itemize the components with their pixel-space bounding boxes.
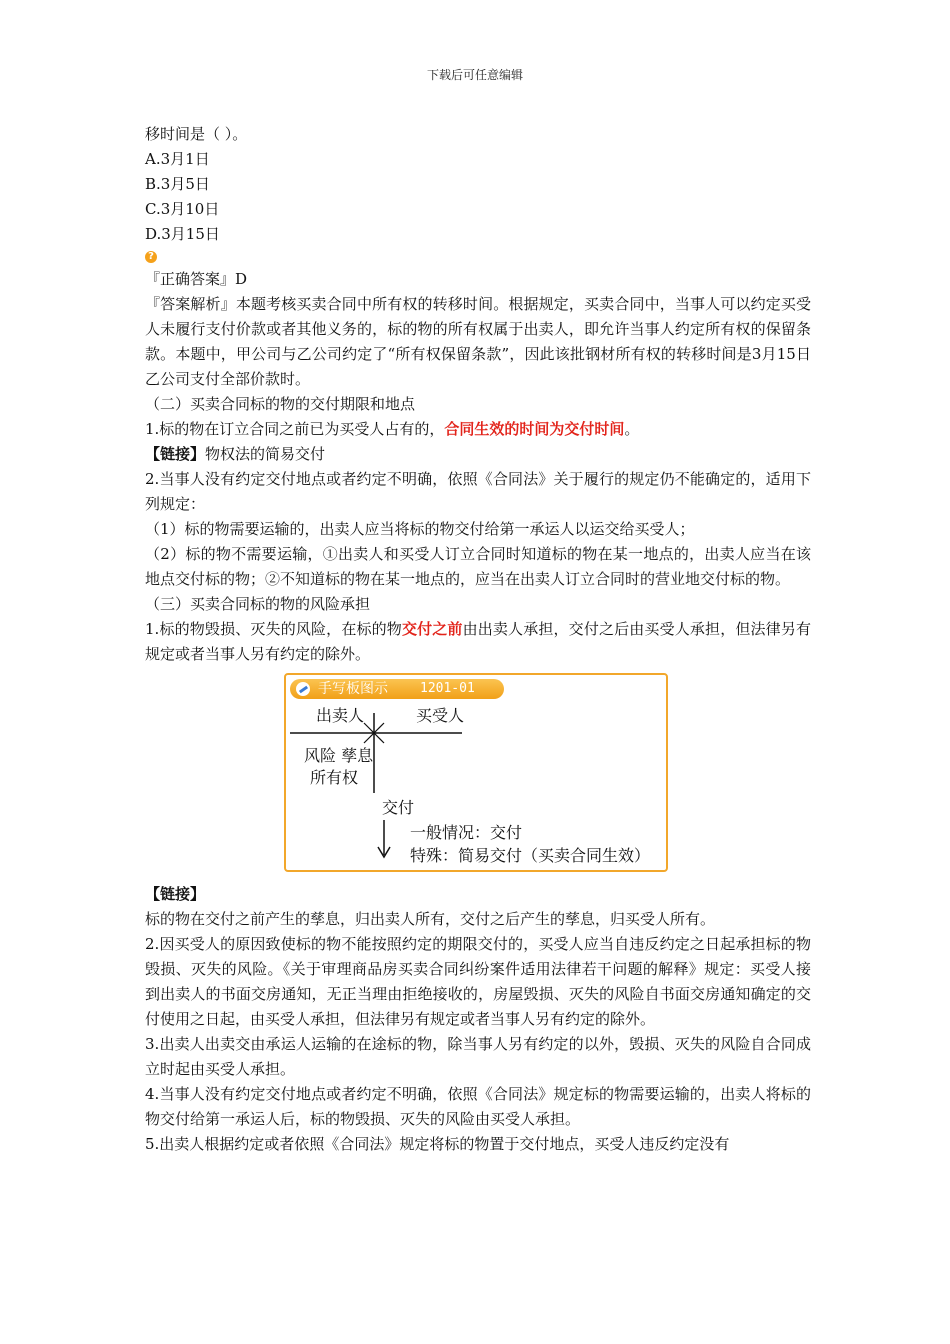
general-case-label: 一般情况：交付 xyxy=(410,823,523,842)
figure-code: 1201-01 xyxy=(420,681,475,696)
seller-label: 出卖人 xyxy=(316,706,365,725)
correct-answer: 『正确答案』D xyxy=(145,270,248,288)
link2-text: 标的物在交付之前产生的孳息，归出卖人所有，交付之后产生的孳息，归买受人所有。 xyxy=(145,910,716,928)
option-d: D.3月15日 xyxy=(145,225,220,243)
section2-heading: （二）买卖合同标的物的交付期限和地点 xyxy=(145,395,416,413)
risk-fruit-label: 风险 孳息 xyxy=(304,746,374,765)
answer-analysis: 『答案解析』本题考核买卖合同中所有权的转移时间。根据规定，买卖合同中，当事人可以约定买受人未履行支付价款或者其他义务的，标的物的所有权属于出卖人，即允许当事人约定所有权的保留条款。本题中，甲公司与乙公司约定了“所有权保留条款”，因此该批钢材所有权的转移时间是3月15日乙公司支付全部价款时。 xyxy=(145,295,811,388)
section3-item1: 1.标的物毁损、灭失的风险，在标的物交付之前由出卖人承担，交付之后由买受人承担，但法律另有规定或者当事人另有约定的除外。 xyxy=(145,620,811,663)
section2-item2: 2.当事人没有约定交付地点或者约定不明确，依照《合同法》关于履行的规定仍不能确定的，适用下列规定： xyxy=(145,470,811,513)
page-header: 下载后可任意编辑 xyxy=(426,68,523,82)
option-b: B.3月5日 xyxy=(145,175,210,193)
option-a: A.3月1日 xyxy=(145,150,210,168)
section2-link: 【链接】物权法的简易交付 xyxy=(145,445,326,463)
link2-label: 【链接】 xyxy=(145,885,206,903)
option-c: C.3月10日 xyxy=(145,200,220,218)
section2-sub1: （1）标的物需要运输的，出卖人应当将标的物交付给第一承运人以运交给买受人； xyxy=(145,520,695,538)
item-5: 5.出卖人根据约定或者依照《合同法》规定将标的物置于交付地点，买受人违反约定没有 xyxy=(145,1135,730,1153)
item-3: 3.出卖人出卖交由承运人运输的在途标的物，除当事人另有约定的以外，毁损、灭失的风险自合同成立时起由买受人承担。 xyxy=(145,1035,811,1078)
section3-heading: （三）买卖合同标的物的风险承担 xyxy=(145,595,371,613)
item-4: 4.当事人没有约定交付地点或者约定不明确，依照《合同法》规定标的物需要运输的，出卖人将标的物交付给第一承运人后，标的物毁损、灭失的风险由买受人承担。 xyxy=(145,1085,811,1128)
section2-item1: 1.标的物在订立合同之前已为买受人占有的，合同生效的时间为交付时间。 xyxy=(145,420,640,438)
special-case-label: 特殊：简易交付（买卖合同生效） xyxy=(410,846,651,865)
handwriting-board-figure xyxy=(284,673,668,872)
highlight-effective-time: 合同生效的时间为交付时间 xyxy=(444,420,625,438)
item-2: 2.因买受人的原因致使标的物不能按照约定的期限交付的，买受人应当自违反约定之日起承担标的物毁损、灭失的风险。《关于审理商品房买卖合同纠纷案件适用法律若干问题的解释》规定：买受人接到出卖人的书面交房通知，无正当理由拒绝接收的，房屋毁损、灭失的风险自书面交房通知确定的交付使用之日起，由买受人承担，但法律另有规定或者当事人另有约定的除外。 xyxy=(145,935,811,1028)
question-mark-icon[interactable]: ? xyxy=(145,251,157,263)
buyer-label: 买受人 xyxy=(416,706,465,725)
highlight-before-delivery: 交付之前 xyxy=(401,620,463,638)
figure-title: 手写板图示 xyxy=(318,681,388,697)
section2-sub2: （2）标的物不需要运输，①出卖人和买受人订立合同时知道标的物在某一地点的，出卖人应当在该地点交付标的物；②不知道标的物在某一地点的，应当在出卖人订立合同时的营业地交付标的物。 xyxy=(145,545,811,588)
document-body xyxy=(145,122,811,1157)
delivery-label: 交付 xyxy=(382,798,415,817)
ownership-label: 所有权 xyxy=(310,768,359,787)
question-stem: 移时间是（ ）。 xyxy=(145,125,248,143)
